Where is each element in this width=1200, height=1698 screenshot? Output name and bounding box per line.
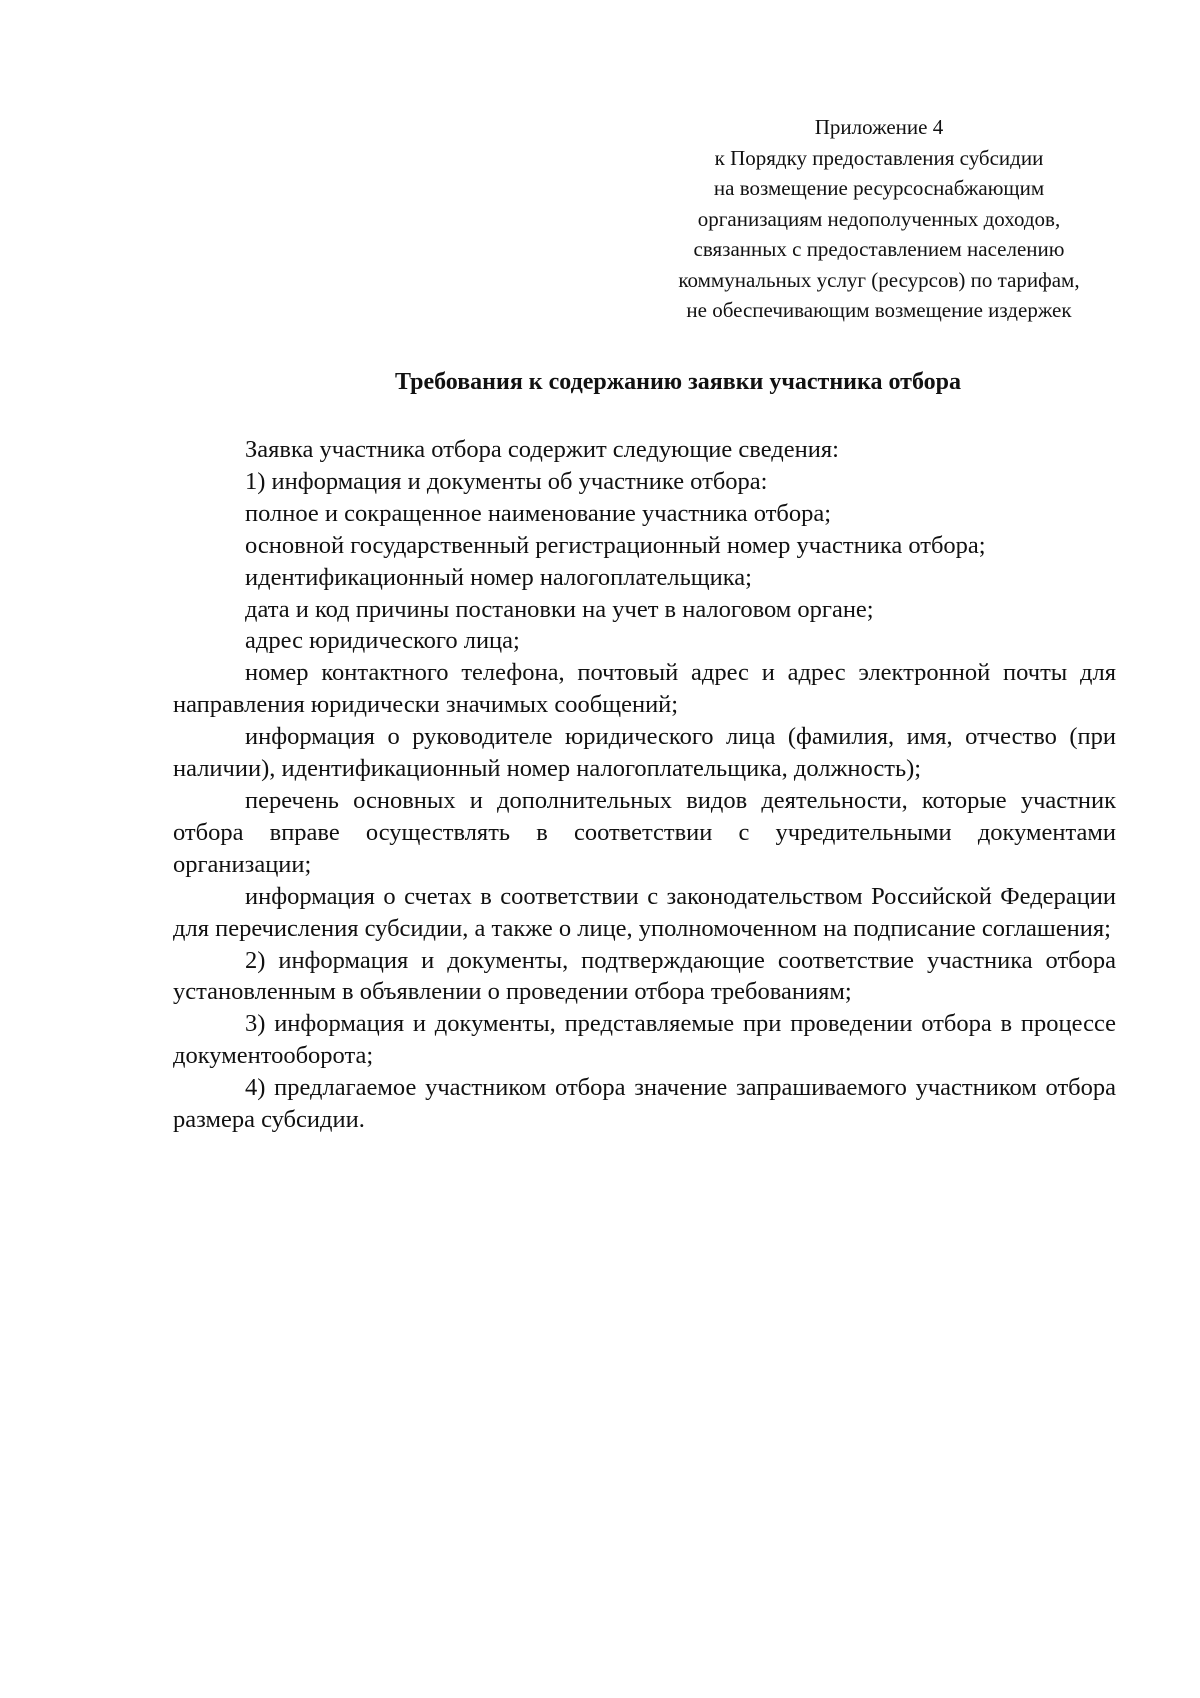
document-body (173, 434, 1116, 1136)
appendix-header (620, 112, 1138, 326)
appendix-line: на возмещение ресурсоснабжающим (713, 176, 1045, 200)
appendix-line: коммунальных услуг (ресурсов) по тарифам, (678, 267, 1080, 292)
body-paragraph: перечень основных и дополнительных видов деятельности, которые участник отбора вправе осуществлять в соответствии с учредительными документами организации; (173, 786, 1116, 878)
appendix-line: связанных с предоставлением населению (693, 237, 1065, 261)
appendix-line: к Порядку предоставления субсидии (714, 145, 1044, 170)
appendix-line: не обеспечивающим возмещение издержек (686, 298, 1072, 322)
body-paragraph: основной государственный регистрационный номер участника отбора; (245, 531, 986, 559)
appendix-line: Приложение 4 (814, 115, 944, 139)
body-paragraph: Заявка участника отбора содержит следующие сведения: (245, 436, 839, 463)
body-paragraph: адрес юридического лица; (245, 627, 520, 655)
body-paragraph: 4) предлагаемое участником отбора значение запрашиваемого участником отбора размера субсидии. (173, 1074, 1116, 1134)
appendix-line: организациям недополученных доходов, (697, 206, 1061, 231)
body-paragraph: информация о руководителе юридического лица (фамилия, имя, отчество (при наличии), идентификационный номер налогоплательщика, должность); (173, 723, 1116, 783)
body-paragraph: 1) информация и документы об участнике отбора: (245, 467, 768, 495)
body-paragraph: номер контактного телефона, почтовый адрес и адрес электронной почты для направления юридически значимых сообщений; (173, 659, 1116, 719)
body-paragraph: дата и код причины постановки на учет в налоговом органе; (245, 595, 874, 623)
body-paragraph: информация о счетах в соответствии с законодательством Российской Федерации для перечисления субсидии, а также о лице, уполномоченном на подписание соглашения; (173, 882, 1116, 942)
document-title: Требования к содержанию заявки участника отбора (395, 369, 961, 395)
body-paragraph: 3) информация и документы, представляемые при проведении отбора в процессе документооборота; (173, 1010, 1116, 1070)
body-paragraph: полное и сокращенное наименование участника отбора; (245, 499, 832, 527)
body-paragraph: идентификационный номер налогоплательщика; (245, 563, 752, 591)
body-paragraph: 2) информация и документы, подтверждающие соответствие участника отбора установленным в объявлении о проведении отбора требованиям; (173, 946, 1116, 1006)
